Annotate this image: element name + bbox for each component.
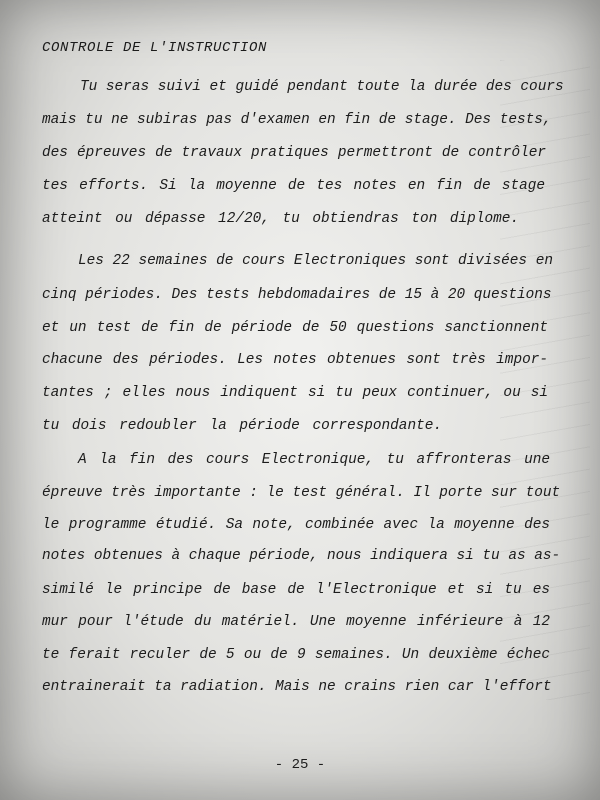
paragraph-line: le programme étudié. Sa note, combinée avec la moyenne des [42,517,550,533]
paragraph-line: des épreuves de travaux pratiques permettront de contrôler [42,145,546,161]
paragraph-line: tantes ; elles nous indiquent si tu peux continuer, ou si [42,385,548,401]
paragraph-line: Les 22 semaines de cours Electroniques sont divisées en [78,253,553,269]
paragraph-line: épreuve très importante : le test général. Il porte sur tout [42,485,561,501]
paragraph-line: mais tu ne subiras pas d'examen en fin de stage. Des tests, [42,112,552,128]
paragraph-line: Tu seras suivi et guidé pendant toute la durée des cours [80,79,564,95]
section-heading: CONTROLE DE L'INSTRUCTION [42,40,268,56]
paragraph-line: te ferait reculer de 5 ou de 9 semaines. Un deuxième échec [42,647,550,663]
paragraph-line: tes efforts. Si la moyenne de tes notes en fin de stage [42,178,545,194]
paragraph-line: atteint ou dépasse 12/20, tu obtiendras ton diplome. [42,211,519,227]
paragraph-line: cinq périodes. Des tests hebdomadaires de 15 à 20 questions [42,287,552,303]
paragraph-line: tu dois redoubler la période correspondante. [42,418,442,434]
paragraph-line: et un test de fin de période de 50 questions sanctionnent [42,320,548,336]
paragraph-line: A la fin des cours Electronique, tu affronteras une [78,452,550,468]
page-number: - 25 - [274,757,326,773]
paragraph-line: chacune des périodes. Les notes obtenues sont très impor- [42,352,548,368]
paragraph-line: similé le principe de base de l'Electronique et si tu es [42,582,550,598]
paragraph-line: entrainerait ta radiation. Mais ne crains rien car l'effort [42,679,552,695]
paragraph-line: notes obtenues à chaque période, nous indiquera si tu as as- [42,548,561,564]
paragraph-line: mur pour l'étude du matériel. Une moyenne inférieure à 12 [42,614,550,630]
